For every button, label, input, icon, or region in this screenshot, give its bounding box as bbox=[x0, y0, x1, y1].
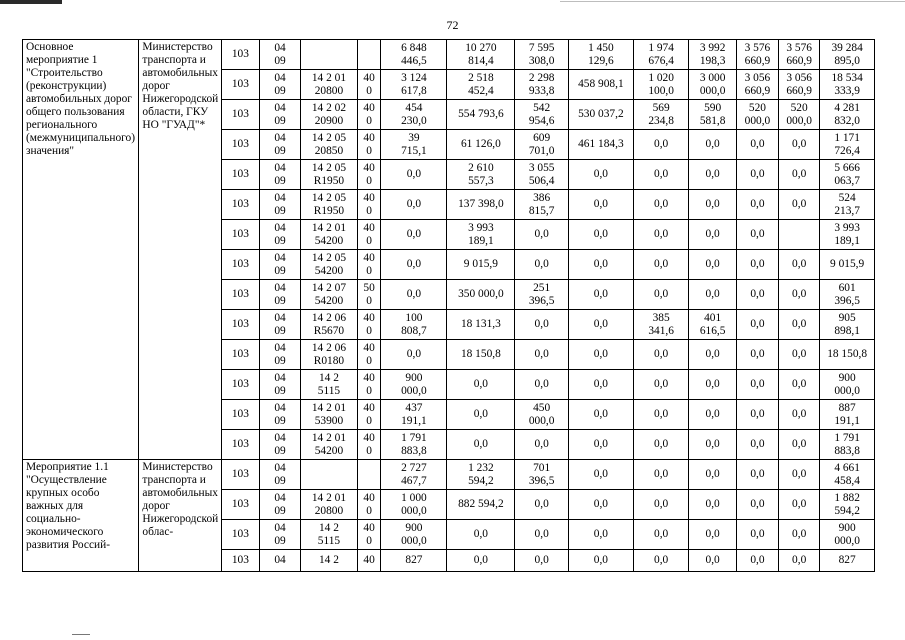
year-value-cell: 0,0 bbox=[633, 430, 689, 460]
year-value-cell: 0,0 bbox=[515, 370, 569, 400]
year-value-cell: 0,0 bbox=[736, 340, 778, 370]
year-value-cell: 0,0 bbox=[633, 460, 689, 490]
year-value-cell: 0,0 bbox=[568, 460, 633, 490]
year-value-cell: 0,0 bbox=[779, 460, 820, 490]
expense-type-cell: 40 0 bbox=[357, 430, 381, 460]
section-code-cell: 04 09 bbox=[259, 40, 300, 70]
year-value-cell: 0,0 bbox=[736, 250, 778, 280]
grbs-code-cell: 103 bbox=[221, 490, 259, 520]
year-value-cell: 590 581,8 bbox=[689, 100, 736, 130]
grbs-code-cell: 103 bbox=[221, 130, 259, 160]
grbs-code-cell: 103 bbox=[221, 160, 259, 190]
year-value-cell: 0,0 bbox=[381, 190, 447, 220]
year-value-cell: 0,0 bbox=[447, 400, 515, 430]
year-value-cell: 542 954,6 bbox=[515, 100, 569, 130]
target-article-cell: 14 2 05 54200 bbox=[301, 250, 358, 280]
year-value-cell: 2 610 557,3 bbox=[447, 160, 515, 190]
year-value-cell: 900 000,0 bbox=[381, 520, 447, 550]
grbs-code-cell: 103 bbox=[221, 310, 259, 340]
expense-type-cell: 40 0 bbox=[357, 490, 381, 520]
section-code-cell: 04 09 bbox=[259, 460, 300, 490]
year-value-cell: 0,0 bbox=[779, 520, 820, 550]
table-row bbox=[23, 460, 875, 490]
year-value-cell: 0,0 bbox=[689, 520, 736, 550]
total-value-cell: 4 661 458,4 bbox=[820, 460, 875, 490]
year-value-cell: 437 191,1 bbox=[381, 400, 447, 430]
section-code-cell: 04 09 bbox=[259, 100, 300, 130]
target-article-cell bbox=[301, 460, 358, 490]
year-value-cell: 401 616,5 bbox=[689, 310, 736, 340]
grbs-code-cell: 103 bbox=[221, 250, 259, 280]
year-value-cell: 0,0 bbox=[515, 550, 569, 572]
expense-type-cell bbox=[357, 460, 381, 490]
total-value-cell: 900 000,0 bbox=[820, 520, 875, 550]
year-value-cell: 0,0 bbox=[689, 190, 736, 220]
total-value-cell: 827 bbox=[820, 550, 875, 572]
grbs-code-cell: 103 bbox=[221, 370, 259, 400]
year-value-cell: 0,0 bbox=[736, 310, 778, 340]
total-value-cell: 887 191,1 bbox=[820, 400, 875, 430]
year-value-cell: 0,0 bbox=[633, 370, 689, 400]
year-value-cell: 461 184,3 bbox=[568, 130, 633, 160]
year-value-cell: 1 450 129,6 bbox=[568, 40, 633, 70]
year-value-cell: 0,0 bbox=[736, 490, 778, 520]
year-value-cell: 0,0 bbox=[568, 280, 633, 310]
year-value-cell: 1 020 100,0 bbox=[633, 70, 689, 100]
year-value-cell: 454 230,0 bbox=[381, 100, 447, 130]
expense-type-cell: 40 0 bbox=[357, 520, 381, 550]
year-value-cell: 0,0 bbox=[381, 340, 447, 370]
section-code-cell: 04 09 bbox=[259, 310, 300, 340]
target-article-cell: 14 2 5115 bbox=[301, 370, 358, 400]
expense-type-cell: 40 0 bbox=[357, 340, 381, 370]
year-value-cell: 0,0 bbox=[779, 280, 820, 310]
target-article-cell: 14 2 06 R5670 bbox=[301, 310, 358, 340]
year-value-cell: 0,0 bbox=[447, 550, 515, 572]
year-value-cell: 3 993 189,1 bbox=[447, 220, 515, 250]
year-value-cell: 3 000 000,0 bbox=[689, 70, 736, 100]
year-value-cell: 900 000,0 bbox=[381, 370, 447, 400]
year-value-cell: 0,0 bbox=[568, 250, 633, 280]
grbs-code-cell: 103 bbox=[221, 40, 259, 70]
total-value-cell: 18 150,8 bbox=[820, 340, 875, 370]
year-value-cell: 0,0 bbox=[736, 190, 778, 220]
year-value-cell: 827 bbox=[381, 550, 447, 572]
year-value-cell: 530 037,2 bbox=[568, 100, 633, 130]
total-value-cell: 601 396,5 bbox=[820, 280, 875, 310]
year-value-cell: 0,0 bbox=[779, 370, 820, 400]
year-value-cell: 0,0 bbox=[779, 190, 820, 220]
year-value-cell: 18 150,8 bbox=[447, 340, 515, 370]
total-value-cell: 39 284 895,0 bbox=[820, 40, 875, 70]
year-value-cell: 1 974 676,4 bbox=[633, 40, 689, 70]
year-value-cell: 0,0 bbox=[736, 370, 778, 400]
executor-name: Министерство транспорта и автомобильных дорог Нижегородской облас- bbox=[139, 460, 221, 572]
year-value-cell: 0,0 bbox=[633, 160, 689, 190]
expense-type-cell: 40 0 bbox=[357, 160, 381, 190]
year-value-cell: 0,0 bbox=[633, 550, 689, 572]
year-value-cell: 0,0 bbox=[779, 130, 820, 160]
grbs-code-cell: 103 bbox=[221, 400, 259, 430]
target-article-cell: 14 2 bbox=[301, 550, 358, 572]
target-article-cell: 14 2 05 R1950 bbox=[301, 160, 358, 190]
activity-description: Основное мероприятие 1 "Строительство (реконструкции) автомобильных дорог общего пользования регионального (межмуниципального) значения" bbox=[23, 40, 139, 460]
grbs-code-cell: 103 bbox=[221, 460, 259, 490]
expense-type-cell: 40 0 bbox=[357, 370, 381, 400]
grbs-code-cell: 103 bbox=[221, 280, 259, 310]
total-value-cell: 18 534 333,9 bbox=[820, 70, 875, 100]
year-value-cell: 0,0 bbox=[515, 340, 569, 370]
year-value-cell: 450 000,0 bbox=[515, 400, 569, 430]
year-value-cell: 386 815,7 bbox=[515, 190, 569, 220]
year-value-cell: 0,0 bbox=[689, 130, 736, 160]
expense-type-cell: 40 0 bbox=[357, 220, 381, 250]
year-value-cell: 0,0 bbox=[633, 520, 689, 550]
total-value-cell: 1 171 726,4 bbox=[820, 130, 875, 160]
target-article-cell: 14 2 01 20800 bbox=[301, 490, 358, 520]
total-value-cell: 5 666 063,7 bbox=[820, 160, 875, 190]
grbs-code-cell: 103 bbox=[221, 340, 259, 370]
grbs-code-cell: 103 bbox=[221, 550, 259, 572]
year-value-cell: 2 727 467,7 bbox=[381, 460, 447, 490]
year-value-cell: 0,0 bbox=[779, 250, 820, 280]
year-value-cell: 609 701,0 bbox=[515, 130, 569, 160]
year-value-cell: 0,0 bbox=[779, 340, 820, 370]
year-value-cell: 0,0 bbox=[381, 160, 447, 190]
year-value-cell: 0,0 bbox=[633, 190, 689, 220]
year-value-cell: 0,0 bbox=[633, 490, 689, 520]
year-value-cell: 0,0 bbox=[568, 370, 633, 400]
total-value-cell: 9 015,9 bbox=[820, 250, 875, 280]
year-value-cell: 0,0 bbox=[568, 340, 633, 370]
section-code-cell: 04 09 bbox=[259, 190, 300, 220]
total-value-cell: 524 213,7 bbox=[820, 190, 875, 220]
year-value-cell: 520 000,0 bbox=[736, 100, 778, 130]
year-value-cell: 0,0 bbox=[515, 430, 569, 460]
target-article-cell: 14 2 01 54200 bbox=[301, 220, 358, 250]
year-value-cell: 0,0 bbox=[736, 430, 778, 460]
year-value-cell: 0,0 bbox=[568, 520, 633, 550]
year-value-cell: 137 398,0 bbox=[447, 190, 515, 220]
year-value-cell: 0,0 bbox=[633, 400, 689, 430]
year-value-cell: 61 126,0 bbox=[447, 130, 515, 160]
total-value-cell: 1 791 883,8 bbox=[820, 430, 875, 460]
year-value-cell: 3 576 660,9 bbox=[779, 40, 820, 70]
expense-type-cell: 40 0 bbox=[357, 70, 381, 100]
year-value-cell: 0,0 bbox=[568, 220, 633, 250]
grbs-code-cell: 103 bbox=[221, 190, 259, 220]
year-value-cell: 0,0 bbox=[515, 490, 569, 520]
target-article-cell bbox=[301, 40, 358, 70]
target-article-cell: 14 2 06 R0180 bbox=[301, 340, 358, 370]
executor-name: Министерство транспорта и автомобильных дорог Нижегородской области, ГКУ НО "ГУАД"* bbox=[139, 40, 221, 460]
year-value-cell: 0,0 bbox=[568, 190, 633, 220]
year-value-cell: 0,0 bbox=[568, 310, 633, 340]
top-edge-mark bbox=[0, 0, 62, 4]
table-body bbox=[23, 40, 875, 572]
year-value-cell: 0,0 bbox=[633, 130, 689, 160]
year-value-cell: 9 015,9 bbox=[447, 250, 515, 280]
year-value-cell: 0,0 bbox=[689, 550, 736, 572]
year-value-cell: 458 908,1 bbox=[568, 70, 633, 100]
year-value-cell: 100 808,7 bbox=[381, 310, 447, 340]
grbs-code-cell: 103 bbox=[221, 220, 259, 250]
year-value-cell: 0,0 bbox=[568, 400, 633, 430]
year-value-cell: 0,0 bbox=[689, 370, 736, 400]
year-value-cell: 2 518 452,4 bbox=[447, 70, 515, 100]
year-value-cell: 0,0 bbox=[633, 280, 689, 310]
year-value-cell: 0,0 bbox=[736, 130, 778, 160]
expense-type-cell: 40 bbox=[357, 550, 381, 572]
year-value-cell: 701 396,5 bbox=[515, 460, 569, 490]
year-value-cell: 39 715,1 bbox=[381, 130, 447, 160]
year-value-cell: 0,0 bbox=[515, 520, 569, 550]
year-value-cell: 3 056 660,9 bbox=[779, 70, 820, 100]
section-code-cell: 04 09 bbox=[259, 130, 300, 160]
expense-type-cell: 40 0 bbox=[357, 130, 381, 160]
year-value-cell: 0,0 bbox=[779, 160, 820, 190]
year-value-cell: 0,0 bbox=[568, 160, 633, 190]
year-value-cell: 0,0 bbox=[779, 310, 820, 340]
year-value-cell: 0,0 bbox=[689, 220, 736, 250]
top-edge-line bbox=[560, 1, 905, 2]
expense-type-cell: 40 0 bbox=[357, 100, 381, 130]
section-code-cell: 04 09 bbox=[259, 250, 300, 280]
target-article-cell: 14 2 02 20900 bbox=[301, 100, 358, 130]
year-value-cell: 0,0 bbox=[515, 310, 569, 340]
target-article-cell: 14 2 01 20800 bbox=[301, 70, 358, 100]
budget-table bbox=[22, 39, 875, 572]
expense-type-cell: 40 0 bbox=[357, 310, 381, 340]
section-code-cell: 04 09 bbox=[259, 400, 300, 430]
year-value-cell: 3 992 198,3 bbox=[689, 40, 736, 70]
year-value-cell: 350 000,0 bbox=[447, 280, 515, 310]
year-value-cell: 0,0 bbox=[779, 550, 820, 572]
year-value-cell: 0,0 bbox=[689, 160, 736, 190]
grbs-code-cell: 103 bbox=[221, 520, 259, 550]
year-value-cell: 0,0 bbox=[633, 340, 689, 370]
total-value-cell: 3 993 189,1 bbox=[820, 220, 875, 250]
year-value-cell: 0,0 bbox=[689, 460, 736, 490]
target-article-cell: 14 2 01 53900 bbox=[301, 400, 358, 430]
total-value-cell: 905 898,1 bbox=[820, 310, 875, 340]
year-value-cell: 1 232 594,2 bbox=[447, 460, 515, 490]
year-value-cell: 10 270 814,4 bbox=[447, 40, 515, 70]
year-value-cell: 0,0 bbox=[568, 430, 633, 460]
year-value-cell: 0,0 bbox=[779, 400, 820, 430]
section-code-cell: 04 09 bbox=[259, 490, 300, 520]
activity-description: Мероприятие 1.1 "Осуществление крупных особо важных для социально-экономического развития Россий- bbox=[23, 460, 139, 572]
year-value-cell: 0,0 bbox=[689, 430, 736, 460]
year-value-cell: 0,0 bbox=[689, 490, 736, 520]
target-article-cell: 14 2 01 54200 bbox=[301, 430, 358, 460]
target-article-cell: 14 2 05 20850 bbox=[301, 130, 358, 160]
year-value-cell: 0,0 bbox=[689, 340, 736, 370]
year-value-cell: 0,0 bbox=[568, 490, 633, 520]
expense-type-cell: 40 0 bbox=[357, 190, 381, 220]
year-value-cell: 7 595 308,0 bbox=[515, 40, 569, 70]
section-code-cell: 04 09 bbox=[259, 370, 300, 400]
section-code-cell: 04 09 bbox=[259, 340, 300, 370]
year-value-cell: 554 793,6 bbox=[447, 100, 515, 130]
target-article-cell: 14 2 07 54200 bbox=[301, 280, 358, 310]
target-article-cell: 14 2 05 R1950 bbox=[301, 190, 358, 220]
year-value-cell: 0,0 bbox=[736, 400, 778, 430]
section-code-cell: 04 09 bbox=[259, 520, 300, 550]
year-value-cell: 0,0 bbox=[736, 160, 778, 190]
table-row bbox=[23, 40, 875, 70]
year-value-cell: 0,0 bbox=[381, 250, 447, 280]
year-value-cell: 251 396,5 bbox=[515, 280, 569, 310]
section-code-cell: 04 09 bbox=[259, 220, 300, 250]
year-value-cell: 2 298 933,8 bbox=[515, 70, 569, 100]
year-value-cell: 0,0 bbox=[689, 250, 736, 280]
expense-type-cell bbox=[357, 40, 381, 70]
total-value-cell: 4 281 832,0 bbox=[820, 100, 875, 130]
year-value-cell: 1 000 000,0 bbox=[381, 490, 447, 520]
year-value-cell: 1 791 883,8 bbox=[381, 430, 447, 460]
section-code-cell: 04 09 bbox=[259, 70, 300, 100]
expense-type-cell: 50 0 bbox=[357, 280, 381, 310]
grbs-code-cell: 103 bbox=[221, 100, 259, 130]
year-value-cell: 3 576 660,9 bbox=[736, 40, 778, 70]
total-value-cell: 1 882 594,2 bbox=[820, 490, 875, 520]
section-code-cell: 04 09 bbox=[259, 280, 300, 310]
year-value-cell: 0,0 bbox=[689, 400, 736, 430]
page-number: 72 bbox=[446, 18, 459, 32]
year-value-cell: 0,0 bbox=[736, 550, 778, 572]
total-value-cell: 900 000,0 bbox=[820, 370, 875, 400]
year-value-cell bbox=[779, 220, 820, 250]
expense-type-cell: 40 0 bbox=[357, 400, 381, 430]
year-value-cell: 3 124 617,8 bbox=[381, 70, 447, 100]
year-value-cell: 520 000,0 bbox=[779, 100, 820, 130]
year-value-cell: 0,0 bbox=[736, 460, 778, 490]
year-value-cell: 0,0 bbox=[515, 250, 569, 280]
year-value-cell: 3 056 660,9 bbox=[736, 70, 778, 100]
year-value-cell: 385 341,6 bbox=[633, 310, 689, 340]
section-code-cell: 04 bbox=[259, 550, 300, 572]
year-value-cell: 6 848 446,5 bbox=[381, 40, 447, 70]
year-value-cell: 0,0 bbox=[447, 430, 515, 460]
year-value-cell: 0,0 bbox=[381, 280, 447, 310]
bottom-edge-mark bbox=[72, 634, 90, 635]
year-value-cell: 0,0 bbox=[736, 520, 778, 550]
target-article-cell: 14 2 5115 bbox=[301, 520, 358, 550]
year-value-cell: 0,0 bbox=[568, 550, 633, 572]
year-value-cell: 0,0 bbox=[736, 220, 778, 250]
year-value-cell: 0,0 bbox=[779, 490, 820, 520]
year-value-cell: 882 594,2 bbox=[447, 490, 515, 520]
year-value-cell: 0,0 bbox=[736, 280, 778, 310]
expense-type-cell: 40 0 bbox=[357, 250, 381, 280]
grbs-code-cell: 103 bbox=[221, 430, 259, 460]
section-code-cell: 04 09 bbox=[259, 160, 300, 190]
year-value-cell: 0,0 bbox=[515, 220, 569, 250]
year-value-cell: 0,0 bbox=[447, 370, 515, 400]
year-value-cell: 0,0 bbox=[447, 520, 515, 550]
year-value-cell: 0,0 bbox=[633, 250, 689, 280]
year-value-cell: 0,0 bbox=[689, 280, 736, 310]
grbs-code-cell: 103 bbox=[221, 70, 259, 100]
year-value-cell: 18 131,3 bbox=[447, 310, 515, 340]
year-value-cell: 0,0 bbox=[381, 220, 447, 250]
year-value-cell: 569 234,8 bbox=[633, 100, 689, 130]
year-value-cell: 0,0 bbox=[633, 220, 689, 250]
section-code-cell: 04 09 bbox=[259, 430, 300, 460]
year-value-cell: 0,0 bbox=[779, 430, 820, 460]
year-value-cell: 3 055 506,4 bbox=[515, 160, 569, 190]
